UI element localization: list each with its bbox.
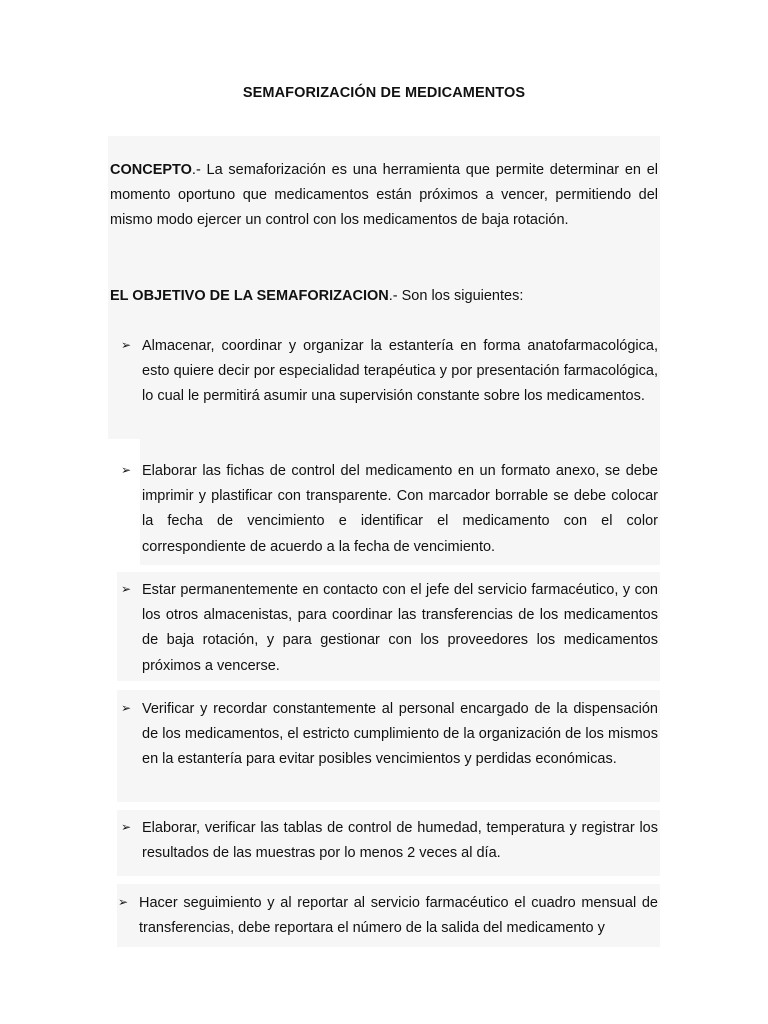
document-title: SEMAFORIZACIÓN DE MEDICAMENTOS	[242, 85, 526, 101]
bullet-arrow-icon: ➢	[120, 463, 132, 477]
bullet-item-4: Verificar y recordar constantemente al personal encargado de la dispensación de los medicamentos, el estricto cumplimiento de la organización de los mismos en la estantería para evitar posibles vencimientos y perdidas económicas.	[142, 701, 658, 768]
bullet-arrow-icon: ➢	[117, 895, 129, 909]
bullet-item-6: Hacer seguimiento y al reportar al servicio farmacéutico el cuadro mensual de transferencias, debe reportara el número de la salida del medicamento y	[139, 895, 658, 937]
objetivo-paragraph	[110, 284, 658, 309]
bullet-item-1: Almacenar, coordinar y organizar la estantería en forma anatofarmacológica, esto quiere decir por especialidad terapéutica y por presentación farmacológica, lo cual le permitirá asumir una supervisión constante sobre los medicamentos.	[142, 338, 658, 405]
bullet-item-3: Estar permanentemente en contacto con el jefe del servicio farmacéutico, y con los otros almacenistas, para coordinar las transferencias de los medicamentos de baja rotación, y para gestionar con los proveedores los medicamentos próximos a vencerse.	[142, 582, 658, 674]
bullet-arrow-icon: ➢	[120, 701, 132, 715]
concepto-text: .- La semaforización es una herramienta que permite determinar en el momento oportuno que medicamentos están próximos a vencer, permitiendo del mismo modo ejercer un control con los medicamentos de baja rotación.	[110, 162, 658, 229]
bullet-item-5: Elaborar, verificar las tablas de control de humedad, temperatura y registrar los resultados de las muestras por lo menos 2 veces al día.	[142, 820, 658, 862]
bullet-arrow-icon: ➢	[120, 582, 132, 596]
bullet-item-2: Elaborar las fichas de control del medicamento en un formato anexo, se debe imprimir y plastificar con transparente. Con marcador borrable se debe colocar la fecha de vencimiento e identificar el medicamento con el color correspondiente de acuerdo a la fecha de vencimiento.	[142, 463, 658, 555]
concepto-heading: CONCEPTO	[110, 162, 192, 178]
concepto-paragraph	[110, 158, 658, 234]
bullet-arrow-icon: ➢	[120, 820, 132, 834]
objetivo-heading: EL OBJETIVO DE LA SEMAFORIZACION	[110, 288, 389, 304]
objetivo-text: .- Son los siguientes:	[388, 288, 524, 304]
bullet-arrow-icon: ➢	[120, 338, 132, 352]
